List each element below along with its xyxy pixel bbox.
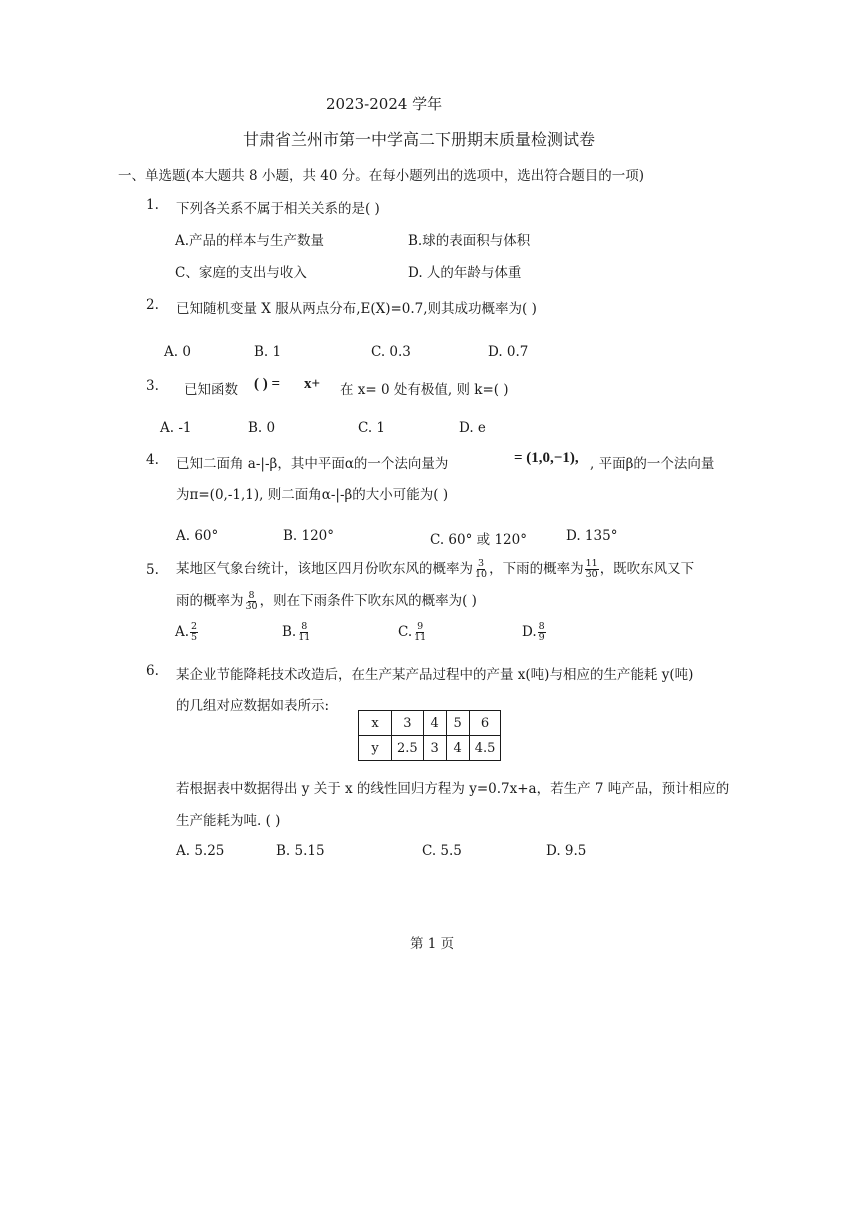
table-cell: y xyxy=(359,736,392,761)
formula-part: ( ) = xyxy=(254,376,281,392)
question-text: 在 x= 0 处有极值, 则 k=( ) xyxy=(340,382,509,398)
data-table xyxy=(358,710,501,761)
option-d: D. 135° xyxy=(566,528,618,544)
table-row xyxy=(359,711,501,736)
option-a: A. $\frac{2}{5}$ xyxy=(175,621,198,643)
formula-part: x+ xyxy=(304,376,321,392)
table-cell: x xyxy=(359,711,392,736)
question-number: 4. xyxy=(146,452,159,468)
fraction: $\frac{8}{30}$ xyxy=(245,590,258,612)
question-text: 雨的概率为 $\frac{8}{30}$ ，则在下雨条件下吹东风的概率为( ) xyxy=(176,590,477,612)
option-b: B. 120° xyxy=(283,528,335,544)
fraction: $\frac{11}{30}$ xyxy=(585,558,598,580)
question-text: 若根据表中数据得出 y 关于 x 的线性回归方程为 y=0.7x+a，若生产 7 吨产品，预计相应的 xyxy=(176,781,730,797)
section-heading: 一、单选题(本大题共 8 小题，共 40 分。在每小题列出的选项中，选出符合题目的一项) xyxy=(118,168,644,184)
option-c: C. $\frac{9}{11}$ xyxy=(398,621,427,643)
option-b: B. 1 xyxy=(254,344,282,360)
option-c: C、家庭的支出与收入 xyxy=(175,265,307,281)
option-a: A. -1 xyxy=(160,420,192,436)
table-cell: 2.5 xyxy=(392,736,424,761)
question-text: 已知函数 xyxy=(184,382,238,398)
option-d: D. e xyxy=(459,420,486,436)
option-a: A. 5.25 xyxy=(176,843,225,859)
option-b: B. 5.15 xyxy=(276,843,325,859)
table-cell: 6 xyxy=(469,711,501,736)
question-number: 2. xyxy=(146,297,159,313)
question-text: 的几组对应数据如表所示: xyxy=(176,698,330,714)
page-number: 第 1 页 xyxy=(410,936,455,952)
question-text: 已知二面角 a-|-β，其中平面α的一个法向量为 xyxy=(176,456,449,472)
question-number: 3. xyxy=(146,378,159,394)
option-d: D. 0.7 xyxy=(488,344,529,360)
question-number: 6. xyxy=(146,663,159,679)
table-cell: 3 xyxy=(392,711,424,736)
exam-title: 甘肃省兰州市第一中学高二下册期末质量检测试卷 xyxy=(243,130,596,149)
table-row xyxy=(359,736,501,761)
option-c: C. 0.3 xyxy=(371,344,411,360)
fraction: $\frac{3}{10}$ xyxy=(475,558,488,580)
option-c: C. 5.5 xyxy=(422,843,462,859)
question-number: 1. xyxy=(146,197,159,213)
option-b: B. 0 xyxy=(248,420,276,436)
table-cell: 4 xyxy=(446,736,469,761)
table-cell: 5 xyxy=(446,711,469,736)
table-cell: 4.5 xyxy=(469,736,501,761)
option-a: A. 0 xyxy=(164,344,191,360)
question-text: 某地区气象台统计，该地区四月份吹东风的概率为 $\frac{3}{10}$ ，下雨的概率为 $\frac{11}{30}$ ，既吹东风又下 xyxy=(176,558,695,580)
option-a: A. 60° xyxy=(176,528,219,544)
option-d: D. 9.5 xyxy=(546,843,587,859)
option-c: C. 1 xyxy=(358,420,386,436)
question-text: 为π=(0,-1,1), 则二面角α-|-β的大小可能为( ) xyxy=(176,487,449,503)
exam-year: 2023-2024 学年 xyxy=(326,95,443,113)
question-text: 已知随机变量 X 服从两点分布,E(X)=0.7,则其成功概率为( ) xyxy=(176,301,537,317)
normal-vector: = (1,0,−1), xyxy=(514,450,579,466)
question-text: 某企业节能降耗技术改造后，在生产某产品过程中的产量 x(吨)与相应的生产能耗 y(吨) xyxy=(176,667,694,683)
question-text: , 平面β的一个法向量 xyxy=(590,456,715,472)
option-c: C. 60° 或 120° xyxy=(430,532,527,548)
table-cell: 4 xyxy=(423,711,446,736)
option-d: D. $\frac{8}{9}$ xyxy=(522,621,545,643)
question-text: 生产能耗为吨. ( ) xyxy=(176,813,281,829)
question-number: 5. xyxy=(146,562,159,578)
option-a: A.产品的样本与生产数量 xyxy=(175,233,325,249)
table-cell: 3 xyxy=(423,736,446,761)
option-b: B. $\frac{8}{11}$ xyxy=(282,621,311,643)
option-d: D. 人的年龄与体重 xyxy=(408,265,522,281)
question-text: 下列各关系不属于相关关系的是( ) xyxy=(176,201,380,217)
option-b: B.球的表面积与体积 xyxy=(408,233,531,249)
